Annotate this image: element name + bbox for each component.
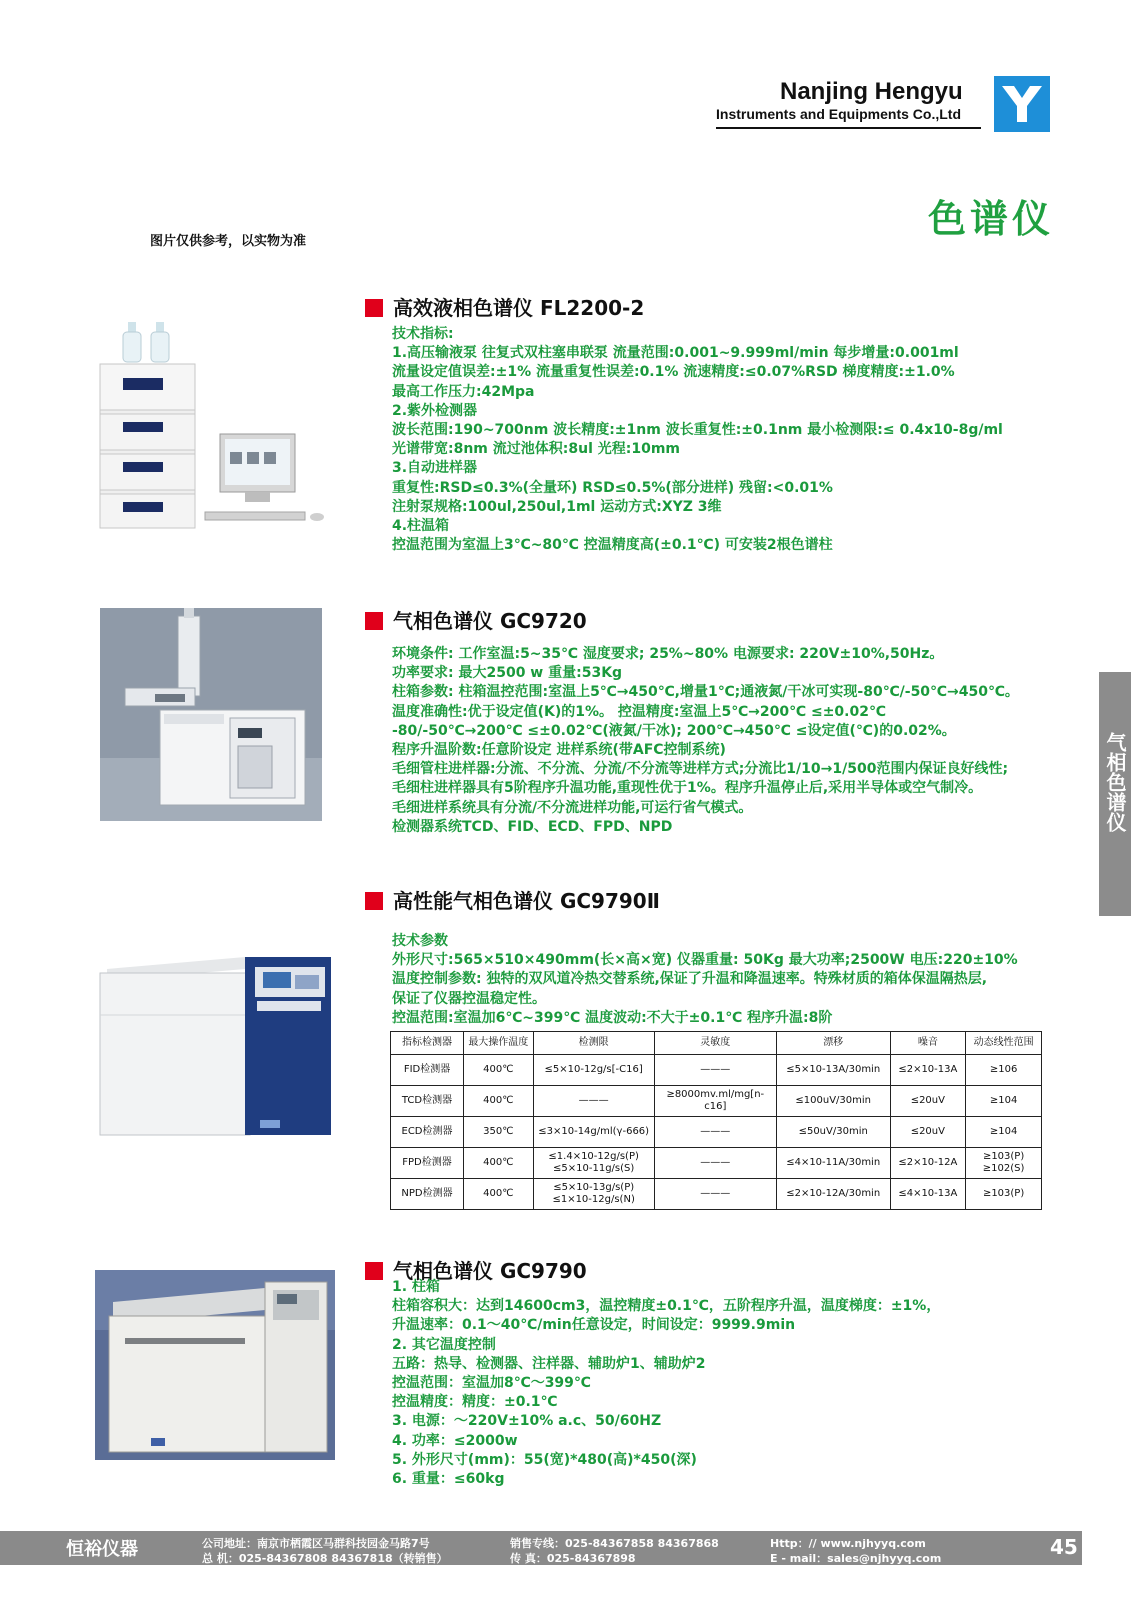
footer-sales: 销售专线：025-84367858 84367868 [510, 1537, 719, 1550]
product-title-gc9720 [365, 605, 587, 634]
table-cell: ≤4×10-11A/30min [776, 1148, 890, 1179]
spec-list-gc9720 [392, 645, 1019, 837]
spec-line: 3. 电源：～220V±10% a.c、50/60HZ [392, 1413, 662, 1430]
table-row [391, 1179, 1042, 1210]
spec-line: 保证了仪器控温稳定性。 [392, 990, 546, 1007]
table-header: 动态线性范围 [966, 1032, 1042, 1055]
table-cell: ≤3×10-14g/ml(γ-666) [533, 1117, 654, 1148]
product-title-text: 高性能气相色谱仪 GC9790Ⅱ [393, 889, 660, 913]
spec-line: 4. 功率：≤2000w [392, 1432, 518, 1449]
gc9790-product-image [95, 1270, 335, 1460]
table-cell: ——— [654, 1055, 776, 1086]
table-cell: ≤2×10-12A [890, 1148, 966, 1179]
spec-line: 2. 其它温度控制 [392, 1336, 496, 1353]
table-row [391, 1117, 1042, 1148]
table-cell: ≤5×10-13g/s(P) ≤1×10-12g/s(N) [533, 1179, 654, 1210]
spec-line: 波长范围:190~700nm 波长精度:±1nm 波长重复性:±0.1nm 最小检测限:≤ 0.4x10-8g/ml [392, 422, 1003, 439]
spec-line: 1. 柱箱 [392, 1279, 440, 1295]
spec-line: 柱箱容积大：达到14600cm3，温控精度±0.1℃，五阶程序升温，温度梯度：±1%， [392, 1298, 941, 1315]
table-header: 噪音 [890, 1032, 966, 1055]
gc9790ii-product-image [95, 955, 335, 1139]
product-title-text: 高效液相色谱仪 FL2200-2 [393, 296, 645, 320]
table-cell: ——— [654, 1148, 776, 1179]
spec-line: 柱箱参数: 柱箱温控范围:室温上5℃→450℃,增量1℃;通液氮/干冰可实现-80℃/-50℃→450℃。 [392, 684, 1019, 701]
spec-line: 升温速率：0.1～40℃/min任意设定，时间设定：9999.9min [392, 1317, 796, 1334]
table-cell: FID检测器 [391, 1055, 464, 1086]
spec-line: 毛细进样系统具有分流/不分流进样功能,可运行省气模式。 [392, 799, 753, 816]
table-cell: ≥103(P) [966, 1179, 1042, 1210]
section-marker [365, 1262, 383, 1280]
spec-line: 程序升温阶数:任意阶设定 进样系统(带AFC控制系统) [392, 742, 726, 759]
spec-line: 温度控制参数: 独特的双风道冷热交替系统,保证了升温和降温速率。特殊材质的箱体保温隔热层, [392, 971, 988, 988]
table-cell: ≥103(P) ≥102(S) [966, 1148, 1042, 1179]
table-cell: ≤20uV [890, 1117, 966, 1148]
spec-line: -80/-50℃→200℃ ≤±0.02℃(液氮/干冰); 200℃→450℃ ≤设定值(℃)的0.02%。 [392, 722, 956, 739]
spec-line: 控温范围:室温加6℃~399℃ 温度波动:不大于±0.1℃ 程序升温:8阶 [392, 1009, 833, 1026]
company-name-line2: Instruments and Equipments Co.,Ltd [716, 106, 962, 122]
table-header: 指标检测器 [391, 1032, 464, 1055]
table-row [391, 1148, 1042, 1179]
table-cell: ≤2×10-13A [890, 1055, 966, 1086]
table-cell: 350℃ [464, 1117, 534, 1148]
spec-line: 环境条件: 工作室温:5~35℃ 湿度要求; 25%~80% 电源要求: 220V±10%,50Hz。 [392, 646, 944, 662]
table-cell: FPD检测器 [391, 1148, 464, 1179]
spec-line: 注射泵规格:100ul,250ul,1ml 运动方式:XYZ 3维 [392, 498, 722, 515]
table-row [391, 1055, 1042, 1086]
table-header: 最大操作温度 [464, 1032, 534, 1055]
header-divider [716, 127, 981, 129]
spec-line: 3.自动进样器 [392, 460, 478, 477]
spec-line: 五路：热导、检测器、注样器、辅助炉1、辅助炉2 [392, 1355, 706, 1372]
spec-line: 重复性:RSD≤0.3%(全量环) RSD≤0.5%(部分进样) 残留:<0.01% [392, 479, 833, 496]
category-title: 色谱仪 [928, 197, 1055, 241]
table-cell: ≤50uV/30min [776, 1117, 890, 1148]
footer-brand: 恒裕仪器 [66, 1539, 138, 1560]
table-cell: ≤5×10-12g/s[-C16] [533, 1055, 654, 1086]
table-cell: NPD检测器 [391, 1179, 464, 1210]
hplc-product-image [95, 322, 335, 532]
table-cell: ——— [654, 1117, 776, 1148]
spec-line: 光谱带宽:8nm 流过池体积:8ul 光程:10mm [392, 441, 681, 458]
spec-line: 技术指标: [392, 326, 454, 342]
table-header: 检测限 [533, 1032, 654, 1055]
spec-line: 控温精度：精度：±0.1℃ [392, 1394, 558, 1411]
table-cell: ——— [654, 1179, 776, 1210]
spec-line: 控温范围：室温加8℃～399℃ [392, 1375, 591, 1392]
spec-line: 流量设定值误差:±1% 流量重复性误差:0.1% 流速精度:≤0.07%RSD 梯度精度:±1.0% [392, 364, 955, 381]
table-cell: ECD检测器 [391, 1117, 464, 1148]
footer-address: 公司地址：南京市栖霞区马群科技园金马路7号 [202, 1537, 430, 1550]
product-title-fl2200 [365, 292, 644, 321]
side-tab [1099, 672, 1131, 916]
company-name-line1: Nanjing Hengyu [780, 78, 963, 105]
product-title-gc9790ii [365, 885, 660, 914]
spec-line: 1.高压输液泵 往复式双柱塞串联泵 流量范围:0.001~9.999ml/min 每步增量:0.001ml [392, 345, 959, 362]
spec-list-gc9790 [392, 1278, 940, 1489]
table-cell: 400℃ [464, 1148, 534, 1179]
table-cell: ≤2×10-12A/30min [776, 1179, 890, 1210]
spec-line: 温度准确性:优于设定值(K)的1%。 控温精度:室温上5℃→200℃ ≤±0.02℃ [392, 703, 886, 720]
product-title-text: 气相色谱仪 GC9790 [393, 1259, 587, 1283]
table-cell: ≥106 [966, 1055, 1042, 1086]
footer-phone: 总 机：025-84367808 84367818（转销售） [202, 1552, 448, 1565]
table-cell: ≤4×10-13A [890, 1179, 966, 1210]
table-cell: ≤5×10-13A/30min [776, 1055, 890, 1086]
product-title-text: 气相色谱仪 GC9720 [393, 609, 587, 633]
table-cell: ≥104 [966, 1117, 1042, 1148]
spec-list-fl2200 [392, 325, 1003, 555]
table-cell: 400℃ [464, 1055, 534, 1086]
company-logo-icon [994, 76, 1050, 132]
spec-line: 2.紫外检测器 [392, 402, 478, 419]
table-header: 灵敏度 [654, 1032, 776, 1055]
spec-line: 6. 重量：≤60kg [392, 1471, 505, 1488]
spec-line: 4.柱温箱 [392, 518, 450, 535]
table-cell: ——— [533, 1086, 654, 1117]
section-marker [365, 892, 383, 910]
table-header: 漂移 [776, 1032, 890, 1055]
spec-line: 外形尺寸:565×510×490mm(长×高×宽) 仪器重量: 50Kg 最大功率;2500W 电压:220±10% [392, 952, 1018, 969]
table-cell: ≤100uV/30min [776, 1086, 890, 1117]
spec-line: 最高工作压力:42Mpa [392, 383, 535, 400]
gc9720-product-image [100, 608, 322, 821]
detector-spec-table [390, 1031, 1042, 1210]
table-cell: ≥8000mv.ml/mg[n-c16] [654, 1086, 776, 1117]
table-cell: ≥104 [966, 1086, 1042, 1117]
spec-line: 毛细管柱进样器:分流、不分流、分流/不分流等进样方式;分流比1/10→1/500范围内保证良好线性; [392, 761, 1009, 778]
table-row [391, 1086, 1042, 1117]
table-cell: ≤1.4×10-12g/s(P) ≤5×10-11g/s(S) [533, 1148, 654, 1179]
image-disclaimer: 图片仅供参考，以实物为准 [150, 234, 307, 249]
table-cell: ≤20uV [890, 1086, 966, 1117]
side-tab-label: 气相色谱仪 [1103, 732, 1127, 832]
footer-website: Http：// www.njhyyq.com [770, 1537, 926, 1550]
section-marker [365, 612, 383, 630]
section-marker [365, 299, 383, 317]
spec-line: 毛细柱进样器具有5阶程序升温功能,重现性优于1%。程序升温停止后,采用半导体或空气制冷。 [392, 780, 983, 797]
footer-fax: 传 真：025-84367898 [510, 1552, 636, 1565]
table-cell: 400℃ [464, 1086, 534, 1117]
spec-line: 控温范围为室温上3℃~80℃ 控温精度高(±0.1℃) 可安装2根色谱柱 [392, 537, 833, 554]
spec-line: 功率要求: 最大2500 w 重量:53Kg [392, 665, 623, 682]
spec-line: 技术参数 [392, 933, 448, 949]
page-number: 45 [1050, 1535, 1078, 1559]
table-header-row [391, 1032, 1042, 1055]
table-cell: 400℃ [464, 1179, 534, 1210]
footer-email: E - mail：sales@njhyyq.com [770, 1552, 942, 1565]
spec-list-gc9790ii [392, 932, 1018, 1028]
spec-line: 检测器系统TCD、FID、ECD、FPD、NPD [392, 818, 673, 835]
spec-line: 5. 外形尺寸(mm)：55(宽)*480(高)*450(深) [392, 1451, 697, 1468]
table-cell: TCD检测器 [391, 1086, 464, 1117]
